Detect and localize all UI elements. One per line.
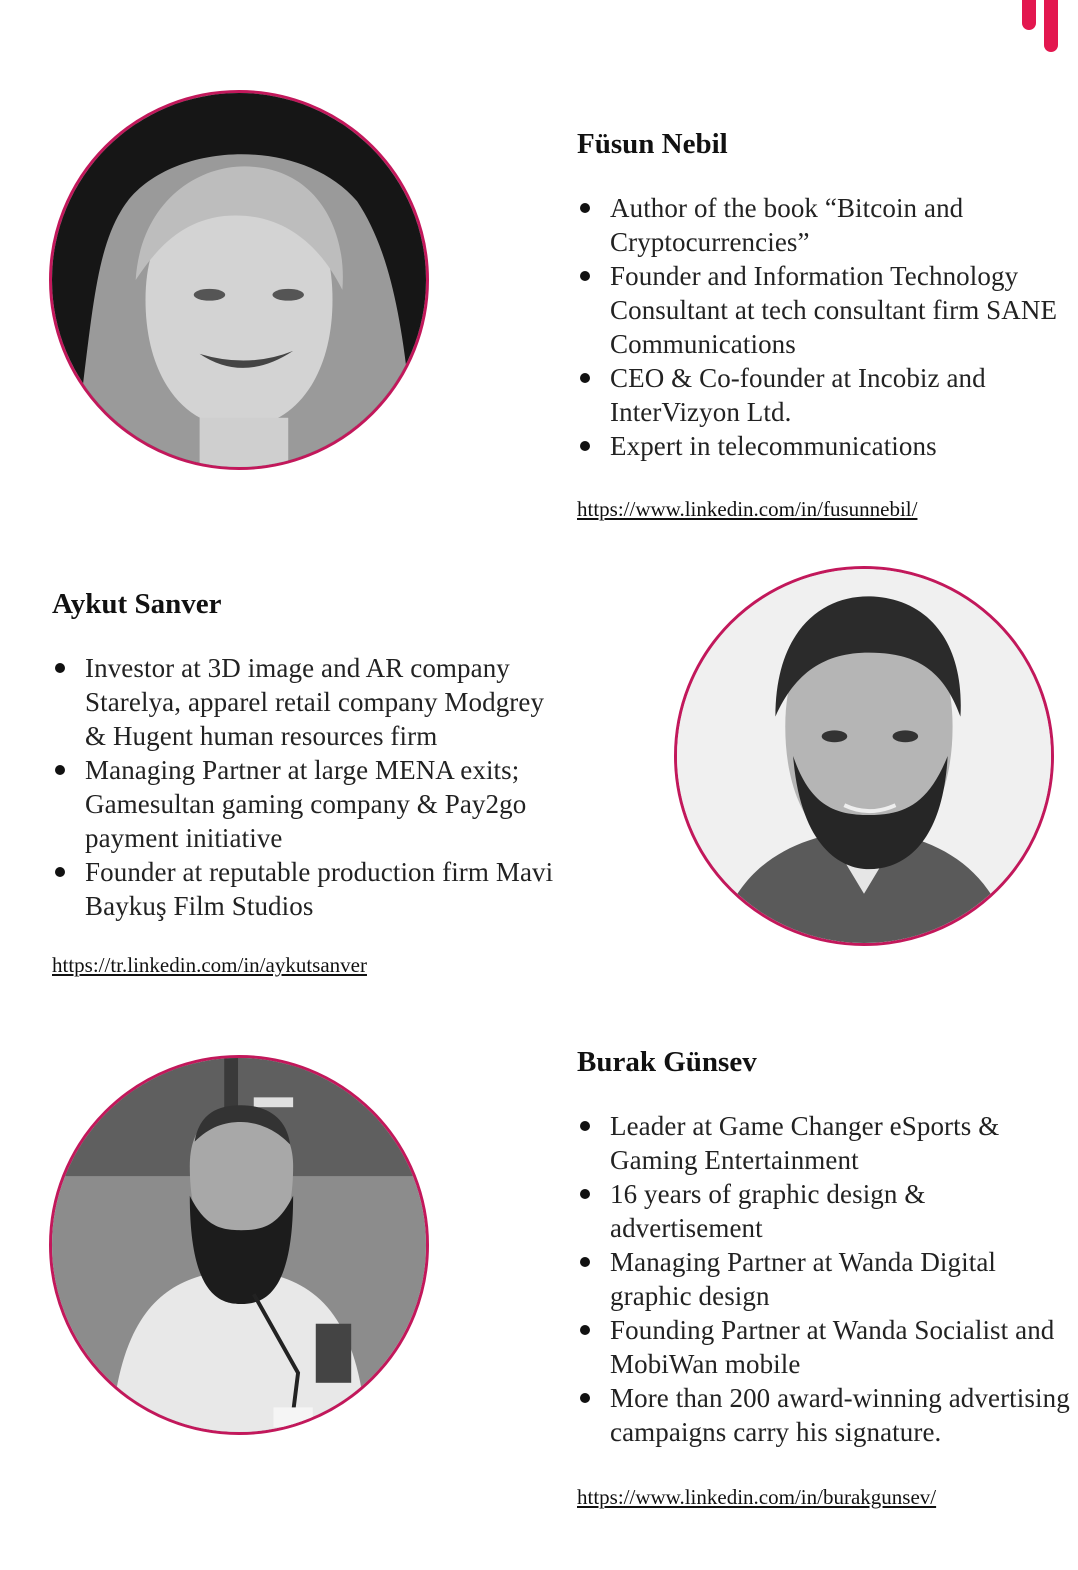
- bio-item: Author of the book “Bitcoin and Cryptocurrencies”: [577, 191, 1067, 259]
- bio-list: [52, 651, 572, 923]
- brand-logo-icon: [1012, 0, 1078, 56]
- bio-item: CEO & Co-founder at Incobiz and InterVizyon Ltd.: [577, 361, 1067, 429]
- bio-item: Leader at Game Changer eSports & Gaming Entertainment: [577, 1109, 1072, 1177]
- bio-item: More than 200 award-winning advertising campaigns carry his signature.: [577, 1381, 1072, 1449]
- bio-item: Founder and Information Technology Consultant at tech consultant firm SANE Communications: [577, 259, 1067, 361]
- bio-item: Managing Partner at Wanda Digital graphic design: [577, 1245, 1072, 1313]
- bio-item: Investor at 3D image and AR company Starelya, apparel retail company Modgrey & Hugent human resources firm: [52, 651, 572, 753]
- person-name: Burak Günsev: [577, 1046, 757, 1078]
- person-3-photo: [49, 1055, 429, 1435]
- bio-item: Expert in telecommunications: [577, 429, 1067, 463]
- person-2-info: [52, 588, 572, 978]
- person-2-photo: [674, 566, 1054, 946]
- bio-item: 16 years of graphic design & advertisement: [577, 1177, 1072, 1245]
- portrait-photo: [677, 569, 1051, 943]
- linkedin-link[interactable]: https://tr.linkedin.com/in/aykutsanver: [52, 953, 367, 977]
- bio-item: Managing Partner at large MENA exits; Gamesultan gaming company & Pay2go payment initiative: [52, 753, 572, 855]
- person-name: Füsun Nebil: [577, 128, 728, 160]
- bio-item: Founder at reputable production firm Mavi Baykuş Film Studios: [52, 855, 572, 923]
- person-name: Aykut Sanver: [52, 588, 222, 620]
- person-1-info: [577, 128, 1067, 522]
- portrait-photo: [52, 93, 426, 467]
- bio-list: [577, 1109, 1072, 1449]
- portrait-photo: [52, 1058, 426, 1432]
- person-1-photo: [49, 90, 429, 470]
- bio-item: Founding Partner at Wanda Socialist and MobiWan mobile: [577, 1313, 1072, 1381]
- bio-list: [577, 191, 1067, 463]
- linkedin-link[interactable]: https://www.linkedin.com/in/burakgunsev/: [577, 1485, 937, 1509]
- linkedin-link[interactable]: https://www.linkedin.com/in/fusunnebil/: [577, 497, 918, 521]
- person-3-info: [577, 1046, 1072, 1510]
